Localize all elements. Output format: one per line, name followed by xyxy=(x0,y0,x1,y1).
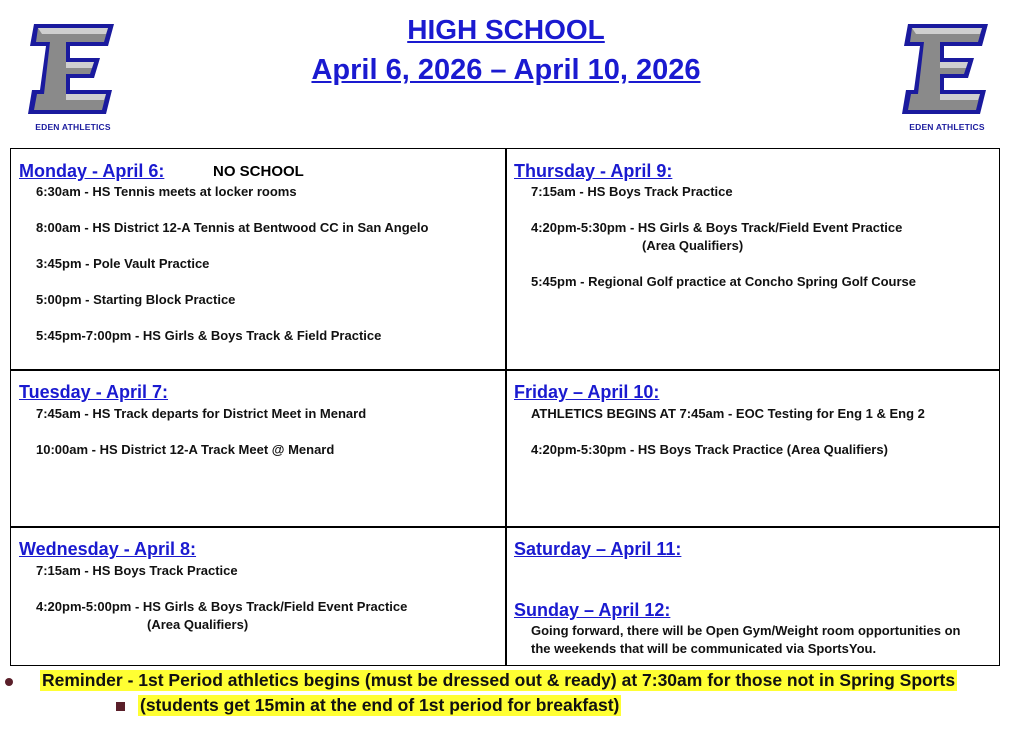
cell-wednesday xyxy=(11,527,505,666)
reminder-sub: (students get 15min at the end of 1st period for breakfast) xyxy=(140,695,620,715)
event-item: 5:45pm - Regional Golf practice at Concho Spring Golf Course xyxy=(531,274,916,289)
cell-tuesday xyxy=(11,370,505,526)
day-heading-monday: Monday - April 6: xyxy=(19,161,165,181)
no-school-label: NO SCHOOL xyxy=(213,163,304,180)
day-heading-wednesday: Wednesday - April 8: xyxy=(19,539,197,559)
sunday-note: Going forward, there will be Open Gym/Weight room opportunities on the weekends that will be communicated via SportsYou. xyxy=(531,623,961,656)
event-item: ATHLETICS BEGINS AT 7:45am - EOC Testing for Eng 1 & Eng 2 xyxy=(531,406,925,421)
event-subnote: (Area Qualifiers) xyxy=(147,617,249,632)
event-item: 3:45pm - Pole Vault Practice xyxy=(36,256,210,271)
cell-thursday xyxy=(506,149,1000,369)
day-heading-thursday: Thursday - April 9: xyxy=(514,161,673,181)
cell-monday xyxy=(11,149,505,369)
bullet-dot-icon xyxy=(5,678,13,686)
date-range-title: April 6, 2026 – April 10, 2026 xyxy=(311,54,701,86)
bullet-square-icon xyxy=(116,702,125,711)
logo-caption: EDEN ATHLETICS xyxy=(35,122,111,132)
cell-friday xyxy=(506,370,1000,526)
event-item: 6:30am - HS Tennis meets at locker rooms xyxy=(36,184,297,199)
event-item: 4:20pm-5:00pm - HS Girls & Boys Track/Field Event Practice xyxy=(36,599,408,614)
schedule-grid xyxy=(10,148,1000,666)
event-item: 4:20pm-5:30pm - HS Boys Track Practice (Area Qualifiers) xyxy=(531,442,888,457)
event-item: 5:45pm-7:00pm - HS Girls & Boys Track & Field Practice xyxy=(36,328,382,343)
event-item: 7:15am - HS Boys Track Practice xyxy=(36,563,238,578)
day-heading-sunday: Sunday – April 12: xyxy=(514,600,671,620)
day-heading-saturday: Saturday – April 11: xyxy=(514,539,682,559)
event-item: 8:00am - HS District 12-A Tennis at Bentwood CC in San Angelo xyxy=(36,220,429,235)
cell-weekend xyxy=(506,527,1000,666)
day-heading-friday: Friday – April 10: xyxy=(514,382,660,402)
event-item: 7:15am - HS Boys Track Practice xyxy=(531,184,733,199)
event-item: 10:00am - HS District 12-A Track Meet @ Menard xyxy=(36,442,335,457)
event-item: 7:45am - HS Track departs for District Meet in Menard xyxy=(36,406,367,421)
event-item: 4:20pm-5:30pm - HS Girls & Boys Track/Field Event Practice xyxy=(531,220,903,235)
logo-caption: EDEN ATHLETICS xyxy=(909,122,985,132)
reminder-main: Reminder - 1st Period athletics begins (must be dressed out & ready) at 7:30am for those not in Spring Sports xyxy=(42,670,956,690)
event-item: 5:00pm - Starting Block Practice xyxy=(36,292,236,307)
event-subnote: (Area Qualifiers) xyxy=(642,238,744,253)
page-title: HIGH SCHOOL xyxy=(407,14,605,45)
day-heading-tuesday: Tuesday - April 7: xyxy=(19,382,169,402)
